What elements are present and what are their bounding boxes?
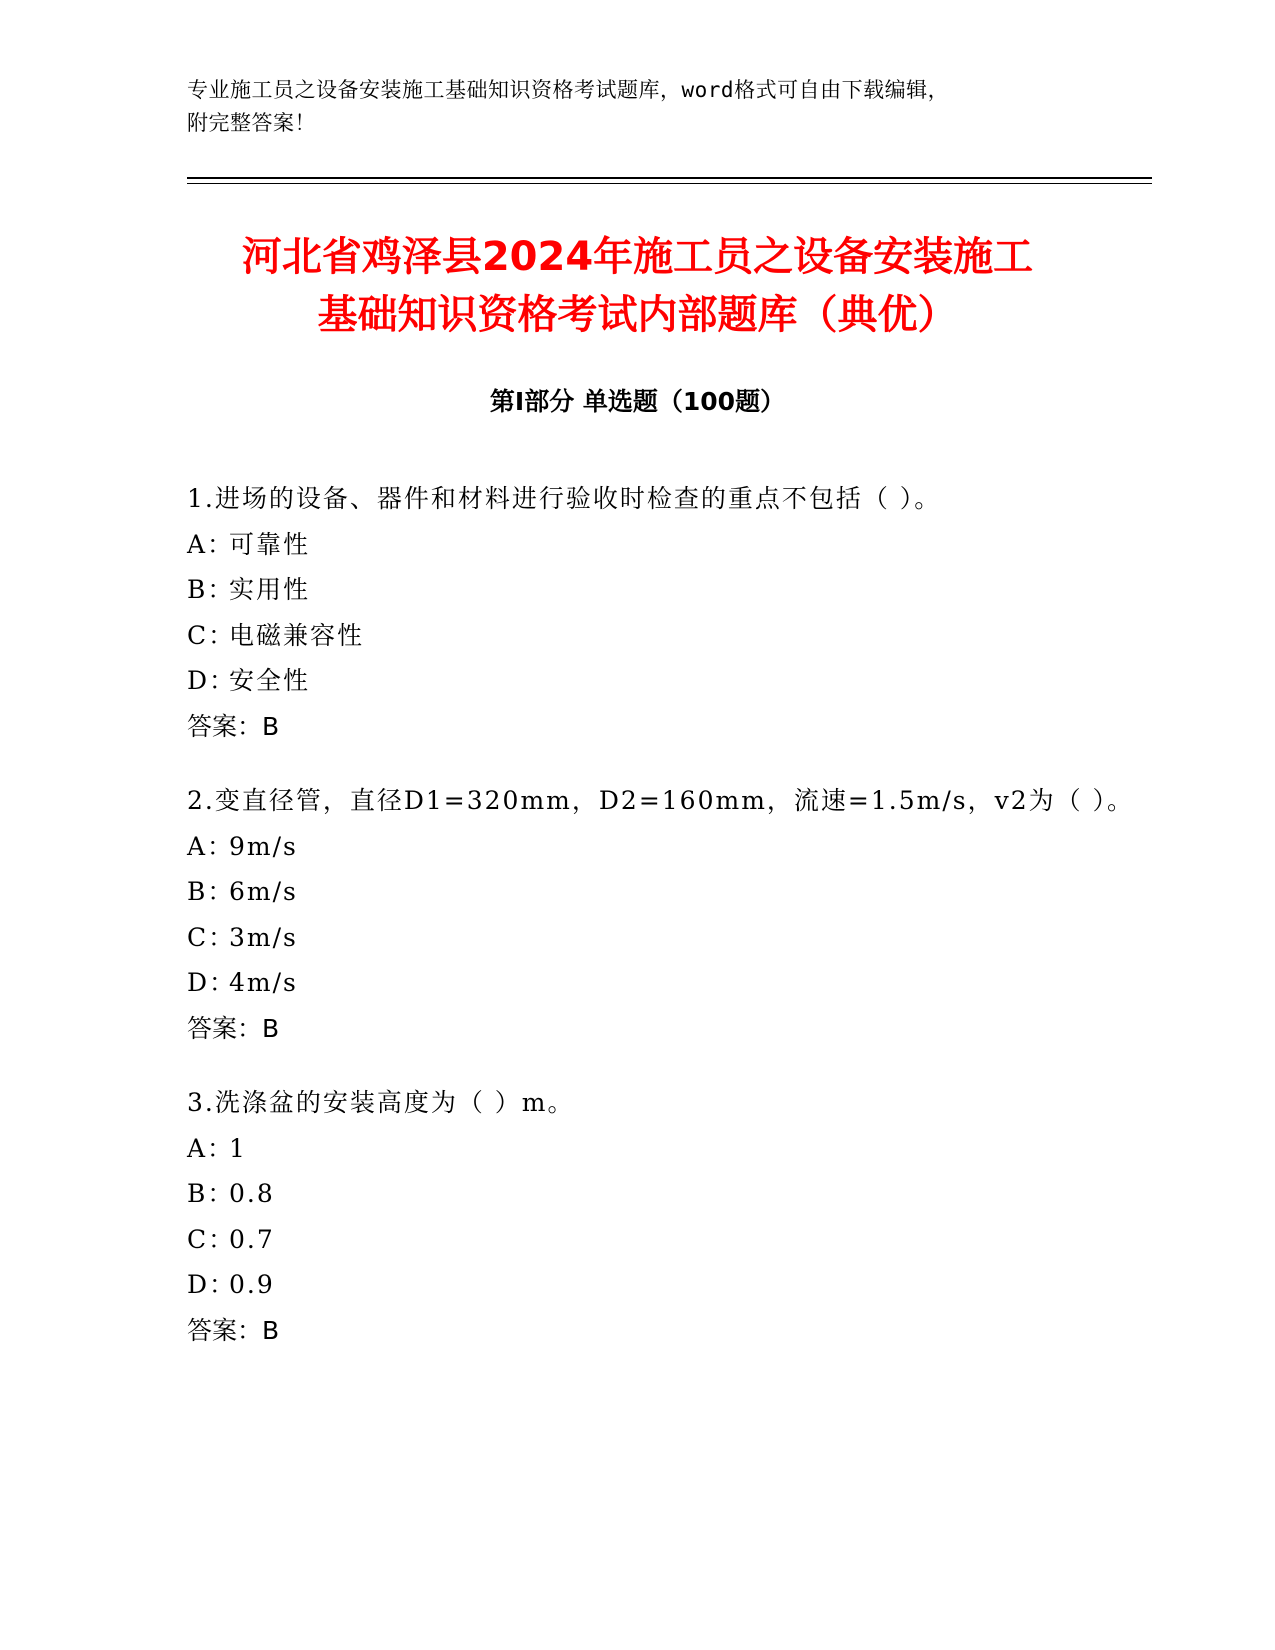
question-1 bbox=[187, 476, 1147, 749]
question-stem: 2.变直径管，直径D1=320mm，D2=160mm，流速=1.5m/s，v2为（ ）。 bbox=[187, 786, 1135, 815]
option-text: 1 bbox=[229, 1133, 247, 1163]
question-list bbox=[187, 476, 1147, 1382]
option-key: B： bbox=[187, 1179, 235, 1208]
option-b bbox=[187, 567, 1147, 613]
question-stem: 3.洗涤盆的安装高度为（ ）m。 bbox=[187, 1088, 575, 1117]
section-title: 第Ⅰ部分 单选题（100题） bbox=[489, 387, 786, 416]
option-key: D： bbox=[187, 666, 237, 695]
question-3 bbox=[187, 1080, 1147, 1353]
document-title-line-1: 河北省鸡泽县2024年施工员之设备安装施工 bbox=[241, 234, 1034, 280]
option-key: D： bbox=[187, 968, 237, 997]
option-b bbox=[187, 1171, 1147, 1217]
option-text: 9m/s bbox=[229, 831, 298, 861]
option-text: 0.7 bbox=[229, 1224, 275, 1254]
option-key: D： bbox=[187, 1270, 237, 1299]
option-key: A： bbox=[187, 1133, 235, 1163]
document-title-line-2: 基础知识资格考试内部题库（典优） bbox=[317, 292, 958, 338]
option-key: C： bbox=[187, 922, 236, 952]
option-a bbox=[187, 824, 1147, 870]
option-text: 4m/s bbox=[229, 968, 298, 997]
header-divider-thin bbox=[187, 183, 1152, 184]
option-c bbox=[187, 915, 1147, 961]
answer: 答案：B bbox=[187, 711, 280, 741]
option-text: 实用性 bbox=[229, 575, 311, 604]
option-key: A： bbox=[187, 831, 235, 861]
option-d bbox=[187, 658, 1147, 704]
option-b bbox=[187, 869, 1147, 915]
document-title bbox=[100, 228, 1175, 344]
option-text: 3m/s bbox=[229, 922, 298, 952]
option-a bbox=[187, 1126, 1147, 1172]
option-key: A： bbox=[187, 529, 235, 559]
answer: 答案：B bbox=[187, 1315, 280, 1345]
option-key: B： bbox=[187, 575, 235, 604]
option-text: 6m/s bbox=[229, 877, 298, 906]
option-text: 电磁兼容性 bbox=[229, 620, 365, 650]
option-d bbox=[187, 1262, 1147, 1308]
option-key: B： bbox=[187, 877, 235, 906]
option-text: 可靠性 bbox=[229, 529, 311, 559]
option-c bbox=[187, 613, 1147, 659]
header-divider-thick bbox=[187, 177, 1152, 179]
header-note-line-2: 附完整答案！ bbox=[187, 111, 316, 135]
option-key: C： bbox=[187, 620, 236, 650]
option-a bbox=[187, 522, 1147, 568]
option-c bbox=[187, 1217, 1147, 1263]
header-note-line-1: 专业施工员之设备安装施工基础知识资格考试题库，word格式可自由下载编辑， bbox=[187, 78, 950, 102]
question-2 bbox=[187, 778, 1147, 1051]
option-text: 0.9 bbox=[229, 1270, 275, 1299]
option-d bbox=[187, 960, 1147, 1006]
answer: 答案：B bbox=[187, 1013, 280, 1043]
option-text: 0.8 bbox=[229, 1179, 275, 1208]
option-text: 安全性 bbox=[229, 666, 311, 695]
option-key: C： bbox=[187, 1224, 236, 1254]
header-note bbox=[187, 74, 1067, 140]
question-stem: 1.进场的设备、器件和材料进行验收时检查的重点不包括（ ）。 bbox=[187, 484, 942, 513]
